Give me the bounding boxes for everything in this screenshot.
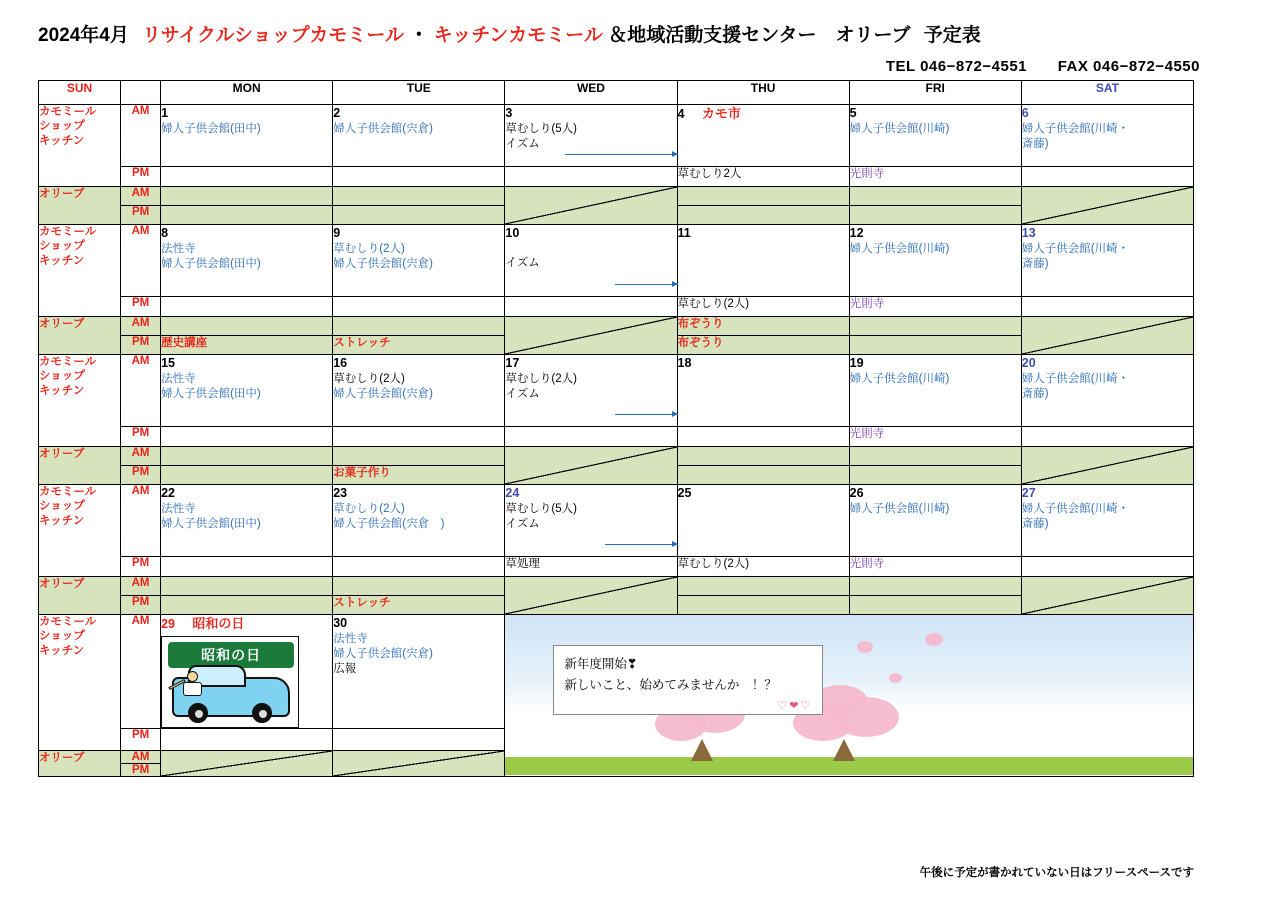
day-cell-30-pm[interactable] xyxy=(333,728,505,750)
olive-cell[interactable] xyxy=(849,596,1021,615)
event: 草むしり(2人) xyxy=(333,242,405,255)
event: 光則寺 xyxy=(849,168,885,180)
day-cell-17-pm[interactable] xyxy=(505,427,677,447)
row-label-olive: オリーブ xyxy=(39,447,121,485)
event: イズム xyxy=(505,518,540,530)
event: 斎藤) xyxy=(1021,138,1049,150)
message-line-1: 新年度開始❣ xyxy=(564,657,638,671)
table-row xyxy=(39,557,1194,577)
footnote: 午後に予定が書かれていない日はフリースペースです xyxy=(919,867,1194,879)
table-row xyxy=(39,355,1194,427)
wheel-front xyxy=(188,703,208,723)
contact-info xyxy=(860,58,1200,75)
day-cell-26[interactable] xyxy=(849,485,1021,557)
day-number: 5 xyxy=(849,106,857,120)
event: 婦人子供会館(田中) xyxy=(161,258,261,270)
page-title xyxy=(38,20,1238,47)
column-header-blank xyxy=(121,81,161,105)
day-cell-2-pm[interactable] xyxy=(333,167,505,187)
olive-cell[interactable] xyxy=(677,577,849,596)
row-label-shop: カモミール ショップ キッチン xyxy=(39,225,121,317)
event: 草むしり(5人) xyxy=(505,502,577,515)
am-label: AM xyxy=(121,187,161,206)
olive-cell-blocked xyxy=(505,317,677,355)
event: 法性寺 xyxy=(333,632,368,645)
day-number: 11 xyxy=(677,226,691,240)
olive-cell-blocked xyxy=(1021,317,1193,355)
day-cell-5[interactable] xyxy=(849,105,1021,167)
pm-label: PM xyxy=(121,728,161,750)
row-label-olive: オリーブ xyxy=(39,317,121,355)
pm-label: PM xyxy=(121,297,161,317)
event: 婦人子供会館(川崎) xyxy=(849,502,950,515)
day-cell-20-pm[interactable] xyxy=(1021,427,1193,447)
event: 草むしり(2人) xyxy=(333,372,405,385)
day-cell-5-pm[interactable] xyxy=(849,167,1021,187)
day-number: 18 xyxy=(677,356,692,370)
title-shop-name: リサイクルショップカモミール xyxy=(142,25,405,46)
table-row xyxy=(39,317,1194,336)
olive-cell[interactable] xyxy=(161,466,333,485)
event: 婦人子供会館(田中) xyxy=(161,518,261,530)
title-schedule-word: 予定表 xyxy=(923,25,981,46)
day-cell-12-pm[interactable] xyxy=(849,297,1021,317)
event: お菓子作り xyxy=(333,467,391,479)
event: 斎藤) xyxy=(1021,518,1049,530)
column-header-sat: SAT xyxy=(1021,81,1193,105)
row-label-olive: オリーブ xyxy=(39,750,121,776)
event: 光則寺 xyxy=(849,298,885,310)
row-label-shop: カモミール ショップ キッチン xyxy=(39,615,121,751)
event: 婦人子供会館(川崎・ xyxy=(1021,122,1130,135)
event: 草むしり(2人) xyxy=(677,558,750,570)
olive-cell[interactable] xyxy=(677,466,849,485)
day-number: 20 xyxy=(1021,356,1036,370)
day-cell-29[interactable] xyxy=(161,615,333,729)
day-number: 8 xyxy=(161,226,169,240)
day-cell-25[interactable] xyxy=(677,485,849,557)
day-number: 23 xyxy=(333,486,348,500)
table-header-row xyxy=(39,81,1194,105)
olive-cell[interactable] xyxy=(333,317,505,336)
olive-cell-blocked xyxy=(1021,577,1193,615)
day-number: 16 xyxy=(333,356,348,370)
pm-label: PM xyxy=(121,336,161,355)
day-cell-18[interactable] xyxy=(677,355,849,427)
event: 草むしり(5人) xyxy=(505,122,577,135)
table-row xyxy=(39,615,1194,729)
day-cell-8-pm[interactable] xyxy=(161,297,333,317)
olive-cell[interactable] xyxy=(677,336,849,355)
continuation-arrow xyxy=(615,414,677,415)
event: 婦人子供会館(宍倉) xyxy=(333,648,433,660)
fax-number: FAX 046−872−4550 xyxy=(1057,58,1200,75)
olive-cell[interactable] xyxy=(161,336,333,355)
event: イズム xyxy=(505,138,540,150)
title-separator: ・ xyxy=(409,25,429,46)
event: 光則寺 xyxy=(849,558,885,570)
event: 婦人子供会館(川崎) xyxy=(849,372,950,385)
event: 婦人子供会館(宍倉) xyxy=(333,258,433,270)
olive-cell[interactable] xyxy=(333,447,505,466)
day-number: 17 xyxy=(505,356,520,370)
day-cell-10-pm[interactable] xyxy=(505,297,677,317)
tree-trunk xyxy=(691,739,713,761)
olive-cell[interactable] xyxy=(333,577,505,596)
olive-cell-blocked xyxy=(505,447,677,485)
olive-cell[interactable] xyxy=(677,317,849,336)
event: 婦人子供会館(宍倉 ) xyxy=(333,518,445,530)
olive-cell[interactable] xyxy=(849,206,1021,225)
column-header-mon: MON xyxy=(161,81,333,105)
table-row xyxy=(39,447,1194,466)
announcement-banner xyxy=(505,615,1194,777)
day-cell-8[interactable] xyxy=(161,225,333,297)
day-cell-6-pm[interactable] xyxy=(1021,167,1193,187)
day-cell-18-pm[interactable] xyxy=(677,427,849,447)
am-label: AM xyxy=(121,105,161,167)
column-header-thu: THU xyxy=(677,81,849,105)
day-cell-16-pm[interactable] xyxy=(333,427,505,447)
event: 婦人子供会館(宍倉) xyxy=(333,122,433,135)
am-label: AM xyxy=(121,225,161,297)
day-cell-24-pm[interactable] xyxy=(505,557,677,577)
event: 草むしり(2人) xyxy=(333,502,405,515)
olive-cell[interactable] xyxy=(333,187,505,206)
am-label: AM xyxy=(121,615,161,729)
day-cell-1-pm[interactable] xyxy=(161,167,333,187)
event: 斎藤) xyxy=(1021,258,1049,270)
pm-label: PM xyxy=(121,206,161,225)
title-center-name: ＆地域活動支援センター オリーブ xyxy=(608,25,911,46)
person-head xyxy=(187,671,198,682)
message-box xyxy=(553,645,823,715)
olive-cell[interactable] xyxy=(161,596,333,615)
wheel-rear xyxy=(252,703,272,723)
day-cell-30[interactable] xyxy=(333,615,505,729)
event: 光則寺 xyxy=(849,428,885,440)
petal xyxy=(857,641,873,653)
olive-cell[interactable] xyxy=(849,577,1021,596)
day-cell-20[interactable] xyxy=(1021,355,1193,427)
olive-cell[interactable] xyxy=(677,187,849,206)
olive-cell[interactable] xyxy=(677,206,849,225)
am-label: AM xyxy=(121,750,161,763)
day-cell-9[interactable] xyxy=(333,225,505,297)
day-number: 26 xyxy=(849,486,864,500)
event: 婦人子供会館(田中) xyxy=(161,388,261,400)
tel-number: TEL 046−872−4551 xyxy=(885,58,1028,75)
pm-label: PM xyxy=(121,763,161,776)
day-number: 29 xyxy=(161,617,175,631)
olive-cell[interactable] xyxy=(333,596,505,615)
olive-cell[interactable] xyxy=(849,187,1021,206)
showa-no-hi-illustration xyxy=(161,636,299,728)
column-header-fri: FRI xyxy=(849,81,1021,105)
day-cell-26-pm[interactable] xyxy=(849,557,1021,577)
event: 婦人子供会館(田中) xyxy=(161,122,261,135)
day-cell-22[interactable] xyxy=(161,485,333,557)
day-cell-13[interactable] xyxy=(1021,225,1193,297)
row-label-olive: オリーブ xyxy=(39,577,121,615)
day-cell-29-pm[interactable] xyxy=(161,728,333,750)
table-row xyxy=(39,427,1194,447)
olive-cell[interactable] xyxy=(677,447,849,466)
olive-cell-blocked xyxy=(333,750,505,776)
olive-cell[interactable] xyxy=(333,206,505,225)
olive-cell[interactable] xyxy=(849,336,1021,355)
event: 草むしり(2人) xyxy=(505,372,577,385)
event: 法性寺 xyxy=(161,502,196,515)
event: 婦人子供会館(川崎) xyxy=(849,242,950,255)
day-number: 19 xyxy=(849,356,864,370)
table-row xyxy=(39,225,1194,297)
olive-cell-blocked xyxy=(1021,447,1193,485)
day-number: 1 xyxy=(161,106,169,120)
olive-cell[interactable] xyxy=(849,466,1021,485)
holiday-name: 昭和の日 xyxy=(192,616,245,631)
day-number: 27 xyxy=(1021,486,1036,500)
day-cell-3[interactable] xyxy=(505,105,677,167)
row-label-shop: カモミール ショップ キッチン xyxy=(39,355,121,447)
row-label-shop: カモミール ショップ キッチン xyxy=(39,485,121,577)
am-label: AM xyxy=(121,577,161,596)
illustration-label: 昭和の日 xyxy=(168,642,294,668)
event: 婦人子供会館(川崎・ xyxy=(1021,502,1130,515)
day-cell-17[interactable] xyxy=(505,355,677,427)
day-number: 22 xyxy=(161,486,175,500)
message-hearts: ♡❤♡ xyxy=(777,699,813,712)
tree-trunk xyxy=(833,739,855,761)
day-number: 6 xyxy=(1021,106,1029,120)
day-cell-27-pm[interactable] xyxy=(1021,557,1193,577)
continuation-arrow xyxy=(565,154,677,155)
event: 婦人子供会館(川崎・ xyxy=(1021,242,1130,255)
olive-cell[interactable] xyxy=(161,317,333,336)
schedule-table xyxy=(38,80,1194,777)
day-number: 25 xyxy=(677,486,692,500)
petal xyxy=(925,633,943,646)
am-label: AM xyxy=(121,317,161,336)
day-cell-15[interactable] xyxy=(161,355,333,427)
olive-cell[interactable] xyxy=(161,447,333,466)
column-header-wed: WED xyxy=(505,81,677,105)
day-cell-6[interactable] xyxy=(1021,105,1193,167)
event: 法性寺 xyxy=(161,372,196,385)
day-cell-2[interactable] xyxy=(333,105,505,167)
day-cell-15-pm[interactable] xyxy=(161,427,333,447)
column-header-tue: TUE xyxy=(333,81,505,105)
continuation-arrow xyxy=(605,544,677,545)
event: 布ぞうり xyxy=(677,337,724,349)
row-label-shop: カモミール ショップ キッチン xyxy=(39,105,121,187)
table-row xyxy=(39,105,1194,167)
event: 歴史講座 xyxy=(161,337,208,349)
event: 斎藤) xyxy=(1021,388,1049,400)
column-header-sun: SUN xyxy=(39,81,121,105)
day-cell-16[interactable] xyxy=(333,355,505,427)
person-shape xyxy=(180,671,206,697)
day-number: 13 xyxy=(1021,226,1036,240)
olive-cell[interactable] xyxy=(849,447,1021,466)
day-cell-12[interactable] xyxy=(849,225,1021,297)
event: 法性寺 xyxy=(161,242,196,255)
day-cell-11[interactable] xyxy=(677,225,849,297)
event: 草むしり2人 xyxy=(677,168,742,180)
event: 草むしり(2人) xyxy=(677,298,750,310)
olive-cell-blocked xyxy=(1021,187,1193,225)
event: ストレッチ xyxy=(333,597,391,609)
day-cell-23[interactable] xyxy=(333,485,505,557)
table-row xyxy=(39,485,1194,557)
olive-cell[interactable] xyxy=(333,466,505,485)
event: 草処理 xyxy=(505,558,540,570)
olive-cell[interactable] xyxy=(849,317,1021,336)
day-cell-19[interactable] xyxy=(849,355,1021,427)
title-kitchen-name: キッチンカモミール xyxy=(433,25,603,46)
day-cell-13-pm[interactable] xyxy=(1021,297,1193,317)
event: ストレッチ xyxy=(333,337,391,349)
message-line-2: 新しいこと、始めてみませんか ！？ xyxy=(564,678,777,693)
pm-label: PM xyxy=(121,427,161,447)
pm-label: PM xyxy=(121,466,161,485)
person-body xyxy=(183,682,202,696)
table-row xyxy=(39,167,1194,187)
olive-cell[interactable] xyxy=(333,336,505,355)
event: 広報 xyxy=(333,663,357,676)
pm-label: PM xyxy=(121,557,161,577)
olive-cell[interactable] xyxy=(161,187,333,206)
olive-cell[interactable] xyxy=(161,206,333,225)
table-row xyxy=(39,187,1194,206)
day-cell-11-pm[interactable] xyxy=(677,297,849,317)
pm-label: PM xyxy=(121,167,161,187)
day-number: 9 xyxy=(333,226,341,240)
title-date: 2024年4月 xyxy=(38,25,129,46)
day-number: 15 xyxy=(161,356,175,370)
day-cell-25-pm[interactable] xyxy=(677,557,849,577)
day-cell-10[interactable] xyxy=(505,225,677,297)
day-cell-22-pm[interactable] xyxy=(161,557,333,577)
day-number: 10 xyxy=(505,226,520,240)
continuation-arrow xyxy=(615,284,677,285)
day-cell-24[interactable] xyxy=(505,485,677,557)
event: イズム xyxy=(505,256,540,269)
event: 婦人子供会館(川崎) xyxy=(849,122,950,135)
row-label-olive: オリーブ xyxy=(39,187,121,225)
am-label: AM xyxy=(121,355,161,427)
olive-cell-blocked xyxy=(161,750,333,776)
olive-cell[interactable] xyxy=(677,596,849,615)
am-label: AM xyxy=(121,447,161,466)
petal xyxy=(889,673,902,683)
day-number: 12 xyxy=(849,226,864,240)
day-cell-23-pm[interactable] xyxy=(333,557,505,577)
day-number: 30 xyxy=(333,616,348,630)
am-label: AM xyxy=(121,485,161,557)
day-number: 24 xyxy=(505,486,520,500)
olive-cell-blocked xyxy=(505,577,677,615)
banner-graphic xyxy=(505,615,1193,775)
event: イズム xyxy=(505,388,540,400)
event: 布ぞうり xyxy=(677,318,724,330)
olive-cell-blocked xyxy=(505,187,677,225)
event: 婦人子供会館(宍倉) xyxy=(333,388,433,400)
table-row xyxy=(39,297,1194,317)
day-cell-27[interactable] xyxy=(1021,485,1193,557)
event-highlight: カモ市 xyxy=(701,106,741,121)
day-cell-4[interactable] xyxy=(677,105,849,167)
day-cell-4-pm[interactable] xyxy=(677,167,849,187)
day-number: 2 xyxy=(333,106,341,120)
day-cell-1[interactable] xyxy=(161,105,333,167)
table-row xyxy=(39,577,1194,596)
day-cell-3-pm[interactable] xyxy=(505,167,677,187)
olive-cell[interactable] xyxy=(161,577,333,596)
day-number: 4 xyxy=(677,107,685,121)
day-cell-9-pm[interactable] xyxy=(333,297,505,317)
pm-label: PM xyxy=(121,596,161,615)
event: 婦人子供会館(川崎・ xyxy=(1021,372,1130,385)
day-number: 3 xyxy=(505,106,513,120)
day-cell-19-pm[interactable] xyxy=(849,427,1021,447)
